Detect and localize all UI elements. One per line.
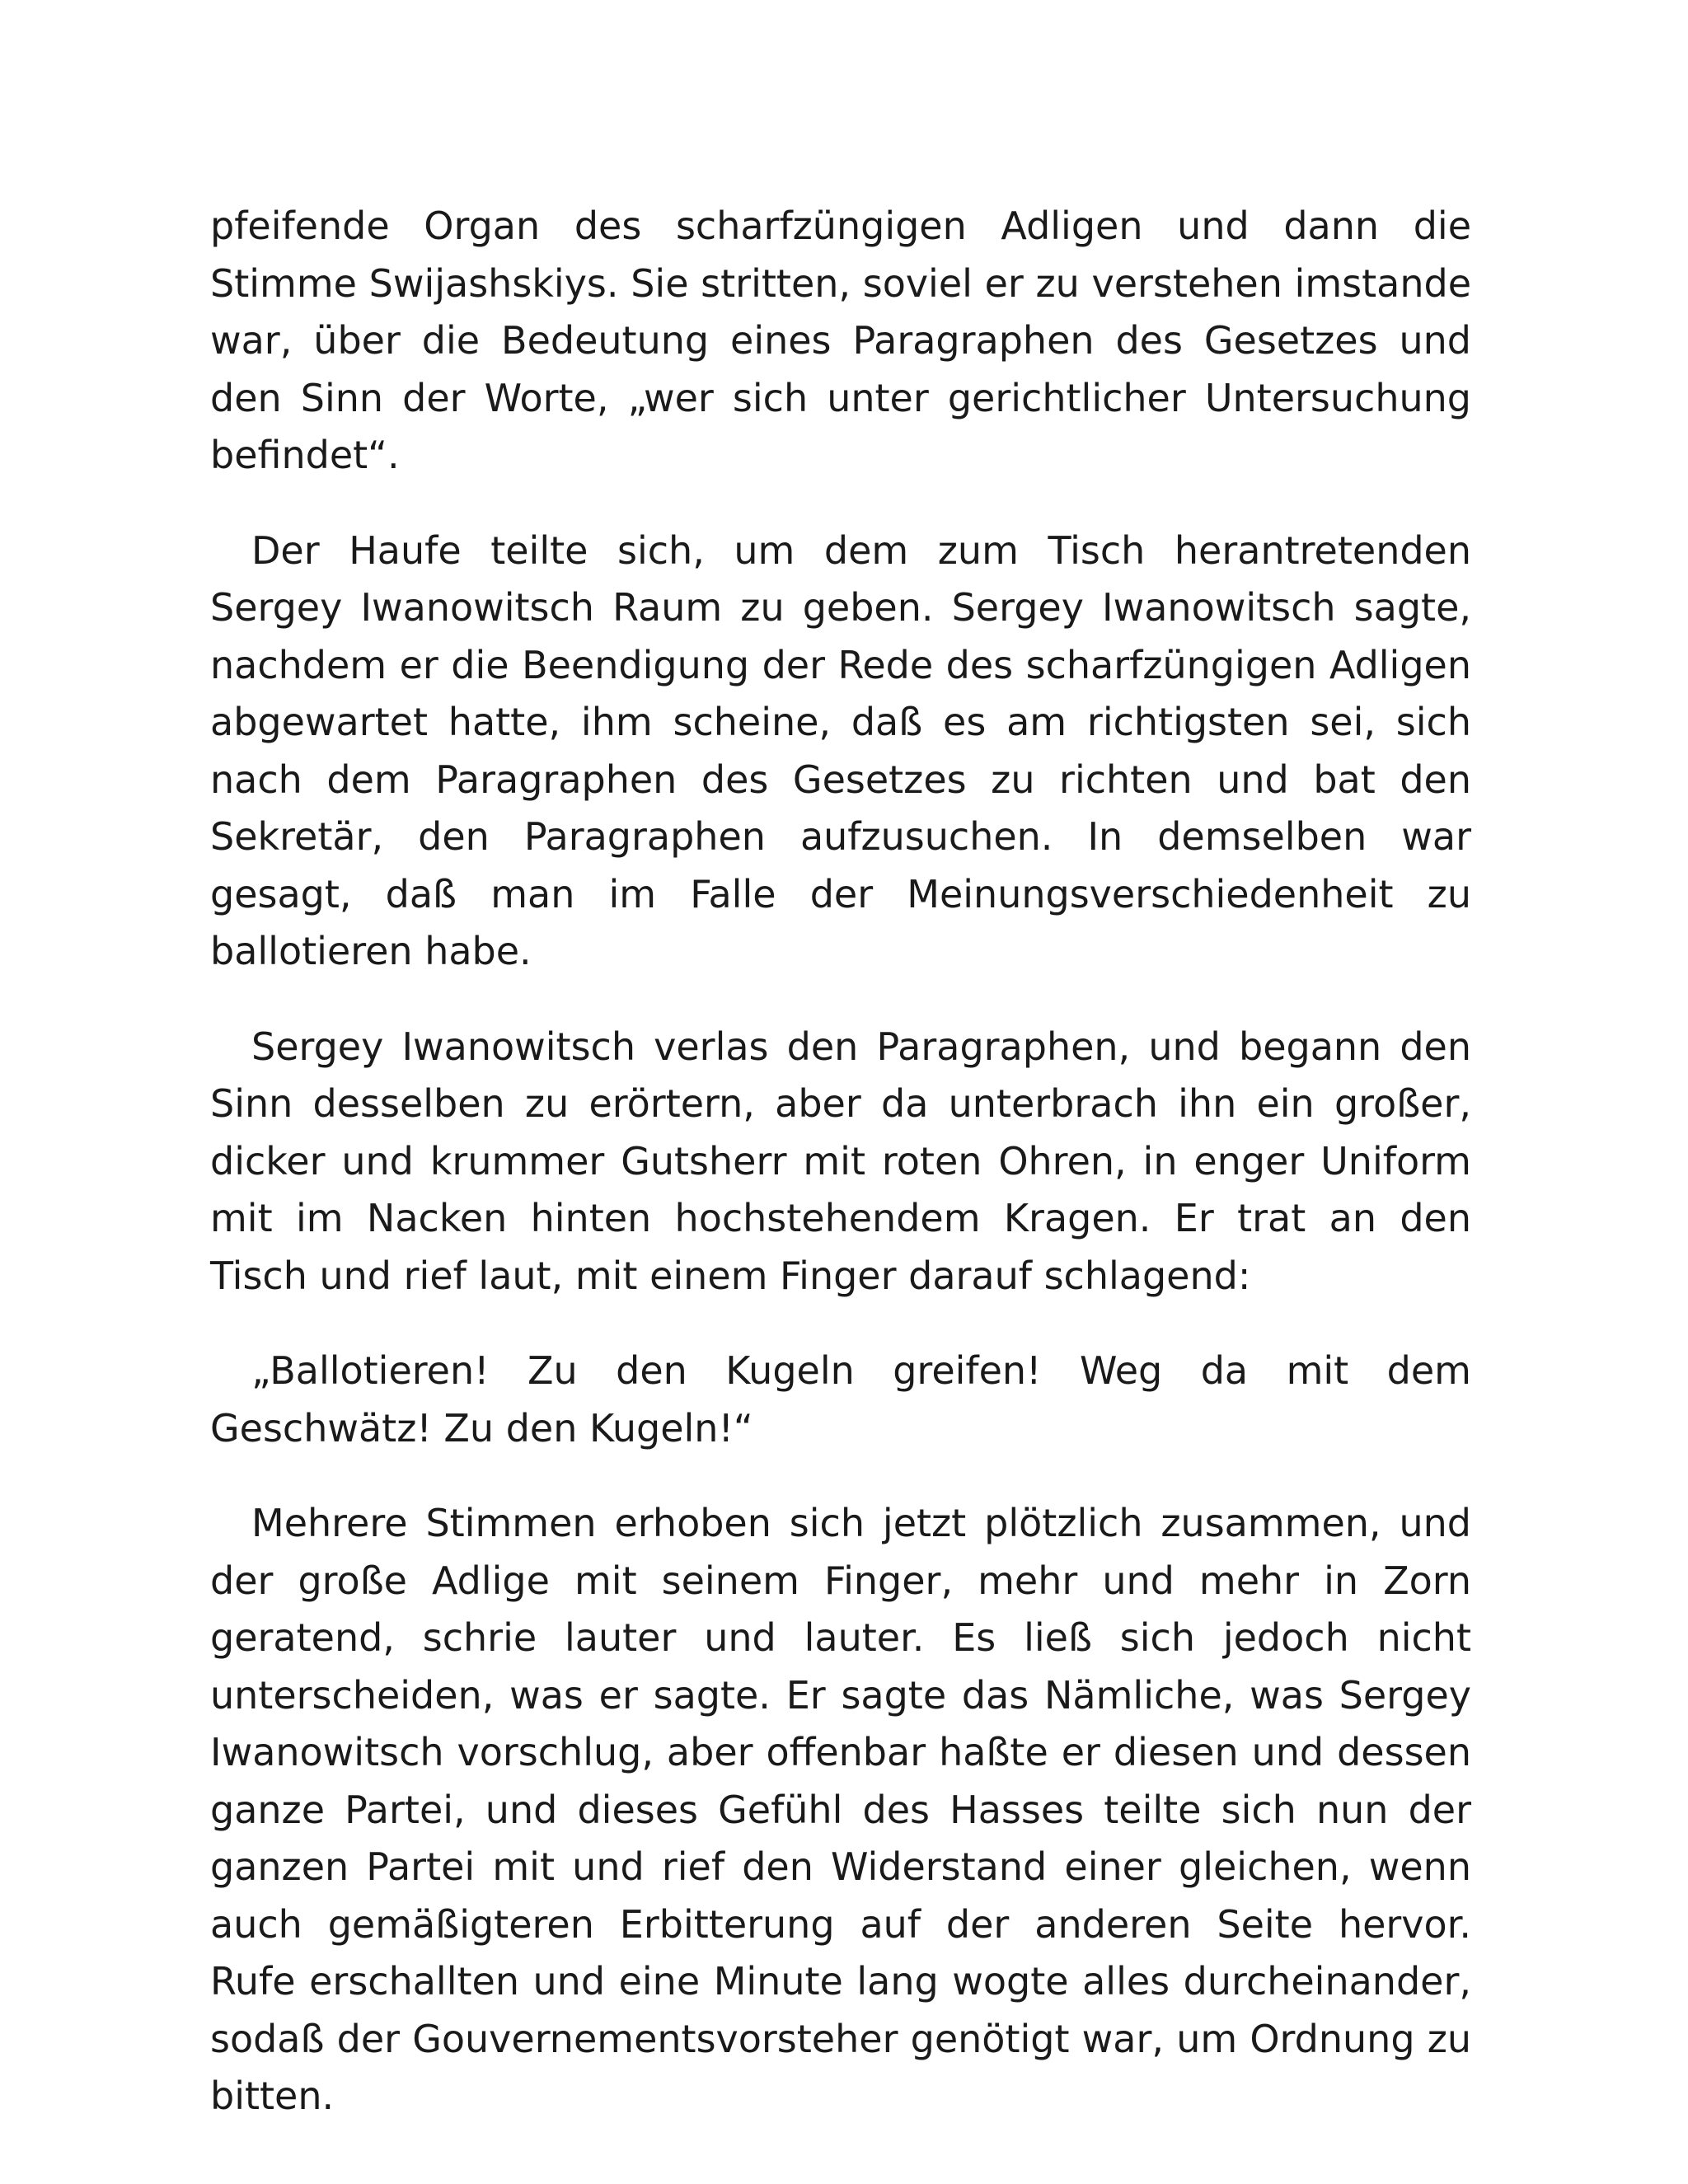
paragraph-1: pfeifende Organ des scharfzüngigen Adligen und dann die Stimme Swijashskiys. Sie stritten, soviel er zu verstehen imstande war, über die Bedeutung eines Paragraphen des Gesetzes und den Sinn der Worte, „wer sich unter gerichtlicher Untersuchung befindet“. [210,204,1471,477]
paragraph-5: Mehrere Stimmen erhoben sich jetzt plötzlich zusammen, und der große Adlige mit seinem Finger, mehr und mehr in Zorn geratend, schrie lauter und lauter. Es ließ sich jedoch nicht unterscheiden, was er sagte. Er sagte das Nämliche, was Sergey Iwanowitsch vorschlug, aber offenbar haßte er diesen und dessen ganze Partei, und dieses Gefühl des Hasses teilte sich nun der ganzen Partei mit und rief den Widerstand einer gleichen, wenn auch gemäßigteren Erbitterung auf der anderen Seite hervor. Rufe erschallten und eine Minute lang wogte alles durcheinander, sodaß der Gouvernementsvorsteher genötigt war, um Ordnung zu bitten. [210,1501,1471,2118]
paragraph-4: „Ballotieren! Zu den Kugeln greifen! Weg da mit dem Geschwätz! Zu den Kugeln!“ [210,1348,1471,1451]
paragraph-3: Sergey Iwanowitsch verlas den Paragraphen, und begann den Sinn desselben zu erörtern, aber da unterbrach ihn ein großer, dicker und krummer Gutsherr mit roten Ohren, in enger Uniform mit im Nacken hinten hochstehendem Kragen. Er trat an den Tisch und rief laut, mit einem Finger darauf schlagend: [210,1024,1471,1298]
paragraph-2: Der Haufe teilte sich, um dem zum Tisch herantretenden Sergey Iwanowitsch Raum zu geben. Sergey Iwanowitsch sagte, nachdem er die Beendigung der Rede des scharfzüngigen Adligen abgewartet hatte, ihm scheine, daß es am richtigsten sei, sich nach dem Paragraphen des Gesetzes zu richten und bat den Sekretär, den Paragraphen aufzusuchen. In demselben war gesagt, daß man im Falle der Meinungsverschiedenheit zu ballotieren habe. [210,527,1471,973]
document-page [210,198,1471,2163]
